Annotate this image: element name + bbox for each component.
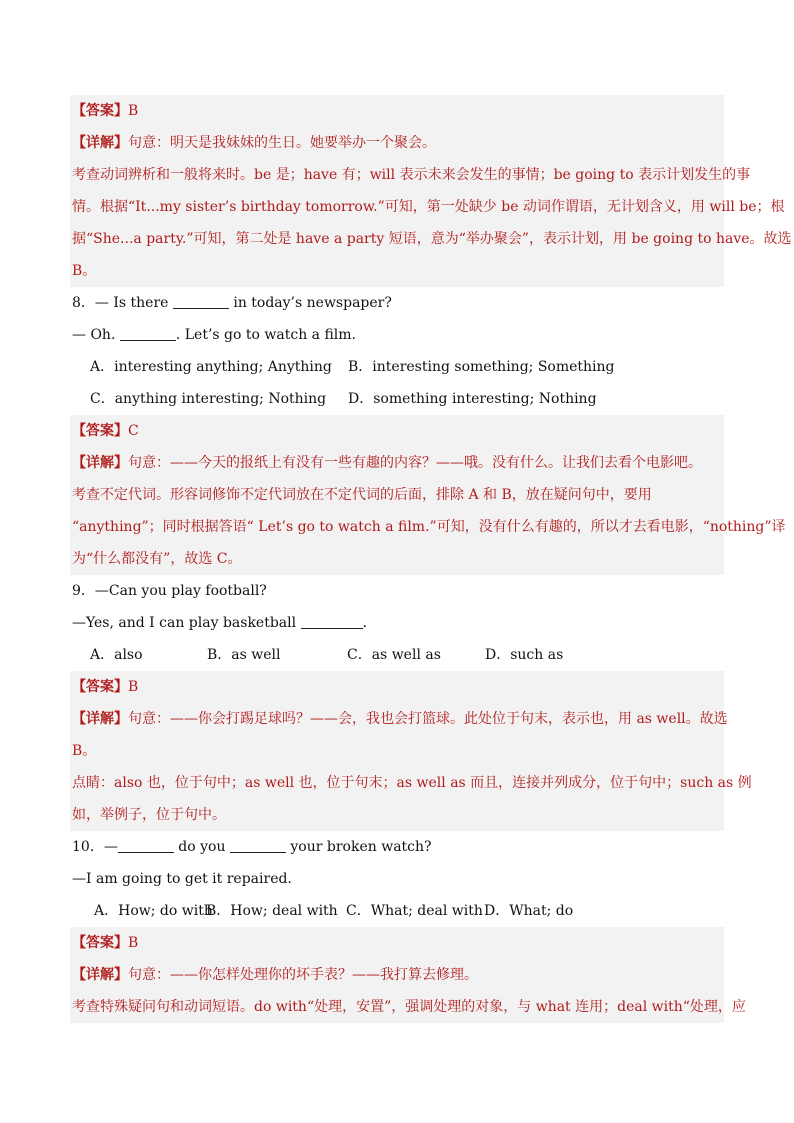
- q8-answer-line: [72, 415, 718, 447]
- question-text: .: [362, 615, 368, 631]
- q9-question-line-1: 9．—Can you play football?: [72, 583, 267, 599]
- q9-detail-text-2: B。: [72, 743, 97, 759]
- q9-note-line-1: 点睛：also 也，位于句中；as well 也，位于句末；as well as 而且，连接并列成分，位于句中；such as 例: [72, 775, 752, 791]
- answer-blank: [173, 294, 229, 309]
- q8-detail-text-4: 为“什么都没有”，故选 C。: [72, 551, 242, 567]
- detail-text: 句意：明天是我妹妹的生日。她要举办一个聚会。: [128, 135, 436, 151]
- q8-options-row-2: [70, 383, 724, 415]
- question-text: . Let’s go to watch a film.: [175, 327, 356, 343]
- answer-value: C: [128, 423, 139, 439]
- q10-question-line-2: —I am going to get it repaired.: [72, 871, 292, 887]
- q9-question-line-2: [70, 607, 724, 639]
- question-text: 8．— Is there: [72, 295, 169, 311]
- q7-detail-text-2: 考查动词辨析和一般将来时。be 是；have 有；will 表示未来会发生的事情；be going to 表示计划发生的事: [72, 167, 751, 183]
- answer-blank: [230, 838, 286, 853]
- detail-text: 句意：——你会打踢足球吗？——会，我也会打篮球。此处位于句末，表示也，用 as well。故选: [128, 711, 728, 727]
- detail-tag: 【详解】: [72, 711, 128, 727]
- option-d[interactable]: D．such as: [485, 647, 564, 663]
- answer-tag: 【答案】: [72, 679, 128, 695]
- option-a[interactable]: A．also: [90, 647, 143, 663]
- q10-answer-line: [72, 927, 718, 959]
- q10-answer-box: [70, 927, 746, 1023]
- q7-detail-text-4: 据“She...a party.”可知，第二处是 have a party 短语，意为“举办聚会”，表示计划，用 be going to have。故选: [72, 231, 792, 247]
- q9-answer-box: [70, 671, 752, 831]
- q8-detail-line: [72, 447, 718, 479]
- answer-blank: [301, 614, 363, 629]
- detail-tag: 【详解】: [72, 135, 128, 151]
- question-text: 10．—: [72, 839, 118, 855]
- question-text: —Yes, and I can play basketball: [72, 615, 297, 631]
- q9-answer-line: [72, 671, 718, 703]
- question-text: — Oh.: [72, 327, 116, 343]
- q7-detail-text-5: B。: [72, 263, 97, 279]
- detail-text: 句意：——你怎样处理你的坏手表？——我打算去修理。: [128, 967, 478, 983]
- q10-options-row: [70, 895, 724, 927]
- option-c[interactable]: C．What; deal with: [346, 903, 483, 919]
- answer-blank: [118, 838, 174, 853]
- detail-tag: 【详解】: [72, 455, 128, 471]
- q7-answer-line: [72, 95, 718, 127]
- option-b[interactable]: B．How; deal with: [206, 903, 338, 919]
- answer-tag: 【答案】: [72, 423, 128, 439]
- answer-blank: [120, 326, 176, 341]
- q7-detail-line: [72, 127, 718, 159]
- option-a[interactable]: A．How; do with: [94, 903, 213, 919]
- q7-answer-box: [70, 95, 792, 287]
- option-c[interactable]: C．as well as: [347, 647, 441, 663]
- q10-detail-line: [72, 959, 718, 991]
- question-text: your broken watch?: [290, 839, 432, 855]
- answer-tag: 【答案】: [72, 935, 128, 951]
- q8-answer-box: [70, 415, 786, 575]
- question-text: in today’s newspaper?: [233, 295, 392, 311]
- q10-detail-text-2: 考查特殊疑问句和动词短语。do with“处理，安置”，强调处理的对象，与 what 连用；deal with“处理，应: [72, 999, 746, 1015]
- option-d[interactable]: D．something interesting; Nothing: [348, 391, 597, 407]
- detail-text: 句意：——今天的报纸上有没有一些有趣的内容？——哦。没有什么。让我们去看个电影吧。: [128, 455, 702, 471]
- question-text: do you: [178, 839, 226, 855]
- q8-detail-text-2: 考查不定代词。形容词修饰不定代词放在不定代词的后面，排除 A 和 B，放在疑问句中，要用: [72, 487, 652, 503]
- q8-question-line-1: [70, 287, 724, 319]
- answer-tag: 【答案】: [72, 103, 128, 119]
- q10-question-line-1: [70, 831, 724, 863]
- q9-detail-line: [72, 703, 728, 735]
- answer-value: B: [128, 679, 139, 695]
- q9-options-row: [70, 639, 724, 671]
- option-b[interactable]: B．interesting something; Something: [348, 359, 615, 375]
- q7-detail-text-3: 情。根据“It...my sister’s birthday tomorrow.”可知，第一处缺少 be 动词作谓语，无计划含义，用 will be；根: [72, 199, 785, 215]
- q8-detail-text-3: “anything”；同时根据答语“ Let’s go to watch a film.”可知，没有什么有趣的，所以才去看电影，“nothing”译: [72, 519, 786, 535]
- q8-question-line-2: [70, 319, 724, 351]
- answer-value: B: [128, 935, 139, 951]
- option-d[interactable]: D．What; do: [484, 903, 574, 919]
- document-page: [70, 95, 792, 1023]
- q8-options-row-1: [70, 351, 724, 383]
- q9-note-line-2: 如，举例子，位于句中。: [72, 807, 226, 823]
- detail-tag: 【详解】: [72, 967, 128, 983]
- option-b[interactable]: B．as well: [207, 647, 281, 663]
- answer-value: B: [128, 103, 139, 119]
- option-c[interactable]: C．anything interesting; Nothing: [90, 391, 327, 407]
- option-a[interactable]: A．interesting anything; Anything: [90, 359, 332, 375]
